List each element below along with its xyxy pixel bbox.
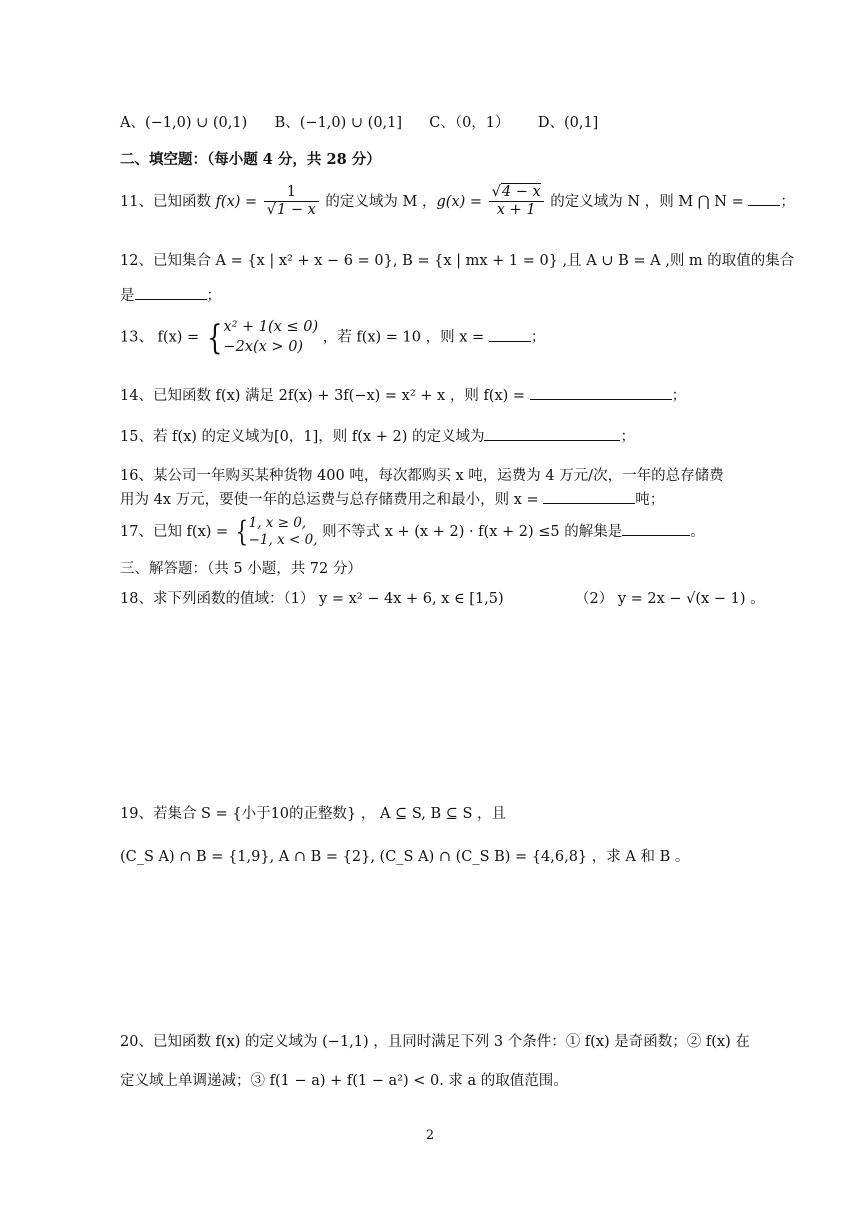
q11-f-fraction: $\frac{1}{√1 - x}$ (264, 184, 319, 220)
q11-prefix: 11、已知函数 (120, 193, 216, 210)
q11-end: ； (780, 193, 795, 210)
q14-answer-blank[interactable] (530, 387, 672, 400)
q17-end: 。 (690, 523, 705, 540)
question-17 (120, 515, 790, 549)
q13-answer-blank[interactable] (489, 329, 531, 342)
q17-case-2: −1, x < 0, (248, 531, 318, 548)
q14-end: ； (671, 388, 687, 404)
q18-part-2: （2） y = 2x − √(x − 1) 。 (575, 591, 765, 607)
q15-answer-blank[interactable] (484, 428, 620, 441)
q11-g-numerator: 4 − x (501, 184, 541, 200)
q12-line2-prefix: 是 (120, 288, 135, 304)
question-11 (120, 184, 795, 220)
q13-case-1: x² + 1(x ≤ 0) (223, 319, 319, 335)
q15-end: ； (620, 429, 635, 445)
q17-prefix: 17、已知 f(x) = (120, 523, 233, 540)
q13-mid: ，若 f(x) = 10 ，则 x = (318, 329, 489, 346)
q13-case-2: −2x(x > 0) (223, 338, 304, 355)
option-b: B、(−1,0) ∪ (0,1] (274, 115, 403, 131)
q13-prefix: 13、 f(x) = (120, 329, 204, 346)
question-15 (120, 428, 790, 448)
q11-suffix: 的定义域为 N ，则 M ⋂ N = (545, 193, 749, 210)
q11-answer-blank[interactable] (748, 193, 780, 206)
question-18 (120, 590, 790, 610)
section-2-heading: 二、填空题：（每小题 4 分，共 28 分） (120, 151, 381, 168)
question-12-line-2 (120, 287, 790, 307)
question-20-line-2: 定义域上单调递减；③ f(1 − a) + f(1 − a²) < 0. 求 a 的取值范围。 (120, 1073, 568, 1089)
question-16-line-1: 16、某公司一年购买某种货物 400 吨，每次都购买 x 吨，运费为 4 万元/次，一年的总存储费 (120, 468, 724, 484)
q13-cases (223, 318, 318, 357)
option-a: A、(−1,0) ∪ (0,1) (120, 115, 248, 131)
q17-answer-blank[interactable] (622, 523, 690, 536)
q11-f-denominator: 1 − x (277, 202, 316, 219)
question-13 (120, 318, 790, 357)
q17-mid: 则不等式 x + (x + 2) · f(x + 2) ≤5 的解集是 (317, 523, 623, 540)
q16-answer-blank[interactable] (543, 491, 635, 504)
q13-brace: { (207, 317, 223, 358)
q16-line2-text: 用为 4x 万元，要使一年的总运费与总存储费用之和最小，则 x = (120, 492, 544, 508)
q15-text: 15、若 f(x) 的定义域为[0，1]，则 f(x + 2) 的定义域为 (120, 429, 485, 445)
q17-cases (249, 515, 318, 549)
question-16-line-2 (120, 491, 790, 511)
option-c: C、（0，1） (429, 115, 510, 131)
q11-g-denominator: x + 1 (496, 202, 536, 219)
question-12-line-1: 12、已知集合 A = {x | x² + x − 6 = 0}, B = {x | mx + 1 = 0} ,且 A ∪ B = A ,则 m 的取值的集合 (120, 253, 795, 269)
q12-answer-blank[interactable] (135, 287, 207, 300)
q13-end: ； (530, 329, 546, 346)
section-3-heading: 三、解答题：（共 5 小题，共 72 分） (120, 561, 362, 577)
q17-brace: { (235, 514, 248, 548)
option-d: D、(0,1] (537, 115, 599, 131)
q11-f-numerator: 1 (264, 184, 319, 202)
q11-fx: f(x) = (215, 193, 262, 210)
question-14 (120, 387, 790, 407)
q18-part-1: 18、求下列函数的值域：（1） y = x² − 4x + 6, x ∈ [1,5) (120, 591, 504, 607)
q14-text: 14、已知函数 f(x) 满足 2f(x) + 3f(−x) = x² + x ，则 f(x) = (120, 388, 530, 404)
question-19-line-2: (C_S A) ∩ B = {1,9}, A ∩ B = {2}, (C_S A) ∩ (C_S B) = {4,6,8} ，求 A 和 B 。 (120, 849, 690, 865)
q11-gx: g(x) = (436, 193, 487, 210)
question-19-line-1: 19、若集合 S = {小于10的正整数} ， A ⊆ S, B ⊆ S ，且 (120, 806, 507, 822)
q17-case-1: 1, x ≥ 0, (248, 515, 307, 531)
q16-line2-end: 吨； (635, 492, 665, 508)
options-row (120, 114, 790, 134)
page-number: 2 (425, 1128, 435, 1143)
q11-g-fraction: $\frac{√4 - x}{x + 1}$ (489, 184, 544, 220)
q11-mid: 的定义域为 M ， (320, 193, 437, 210)
q12-line2-end: ； (206, 288, 221, 304)
question-20-line-1: 20、已知函数 f(x) 的定义域为 (−1,1) ，且同时满足下列 3 个条件：① f(x) 是奇函数；② f(x) 在 (120, 1034, 750, 1050)
